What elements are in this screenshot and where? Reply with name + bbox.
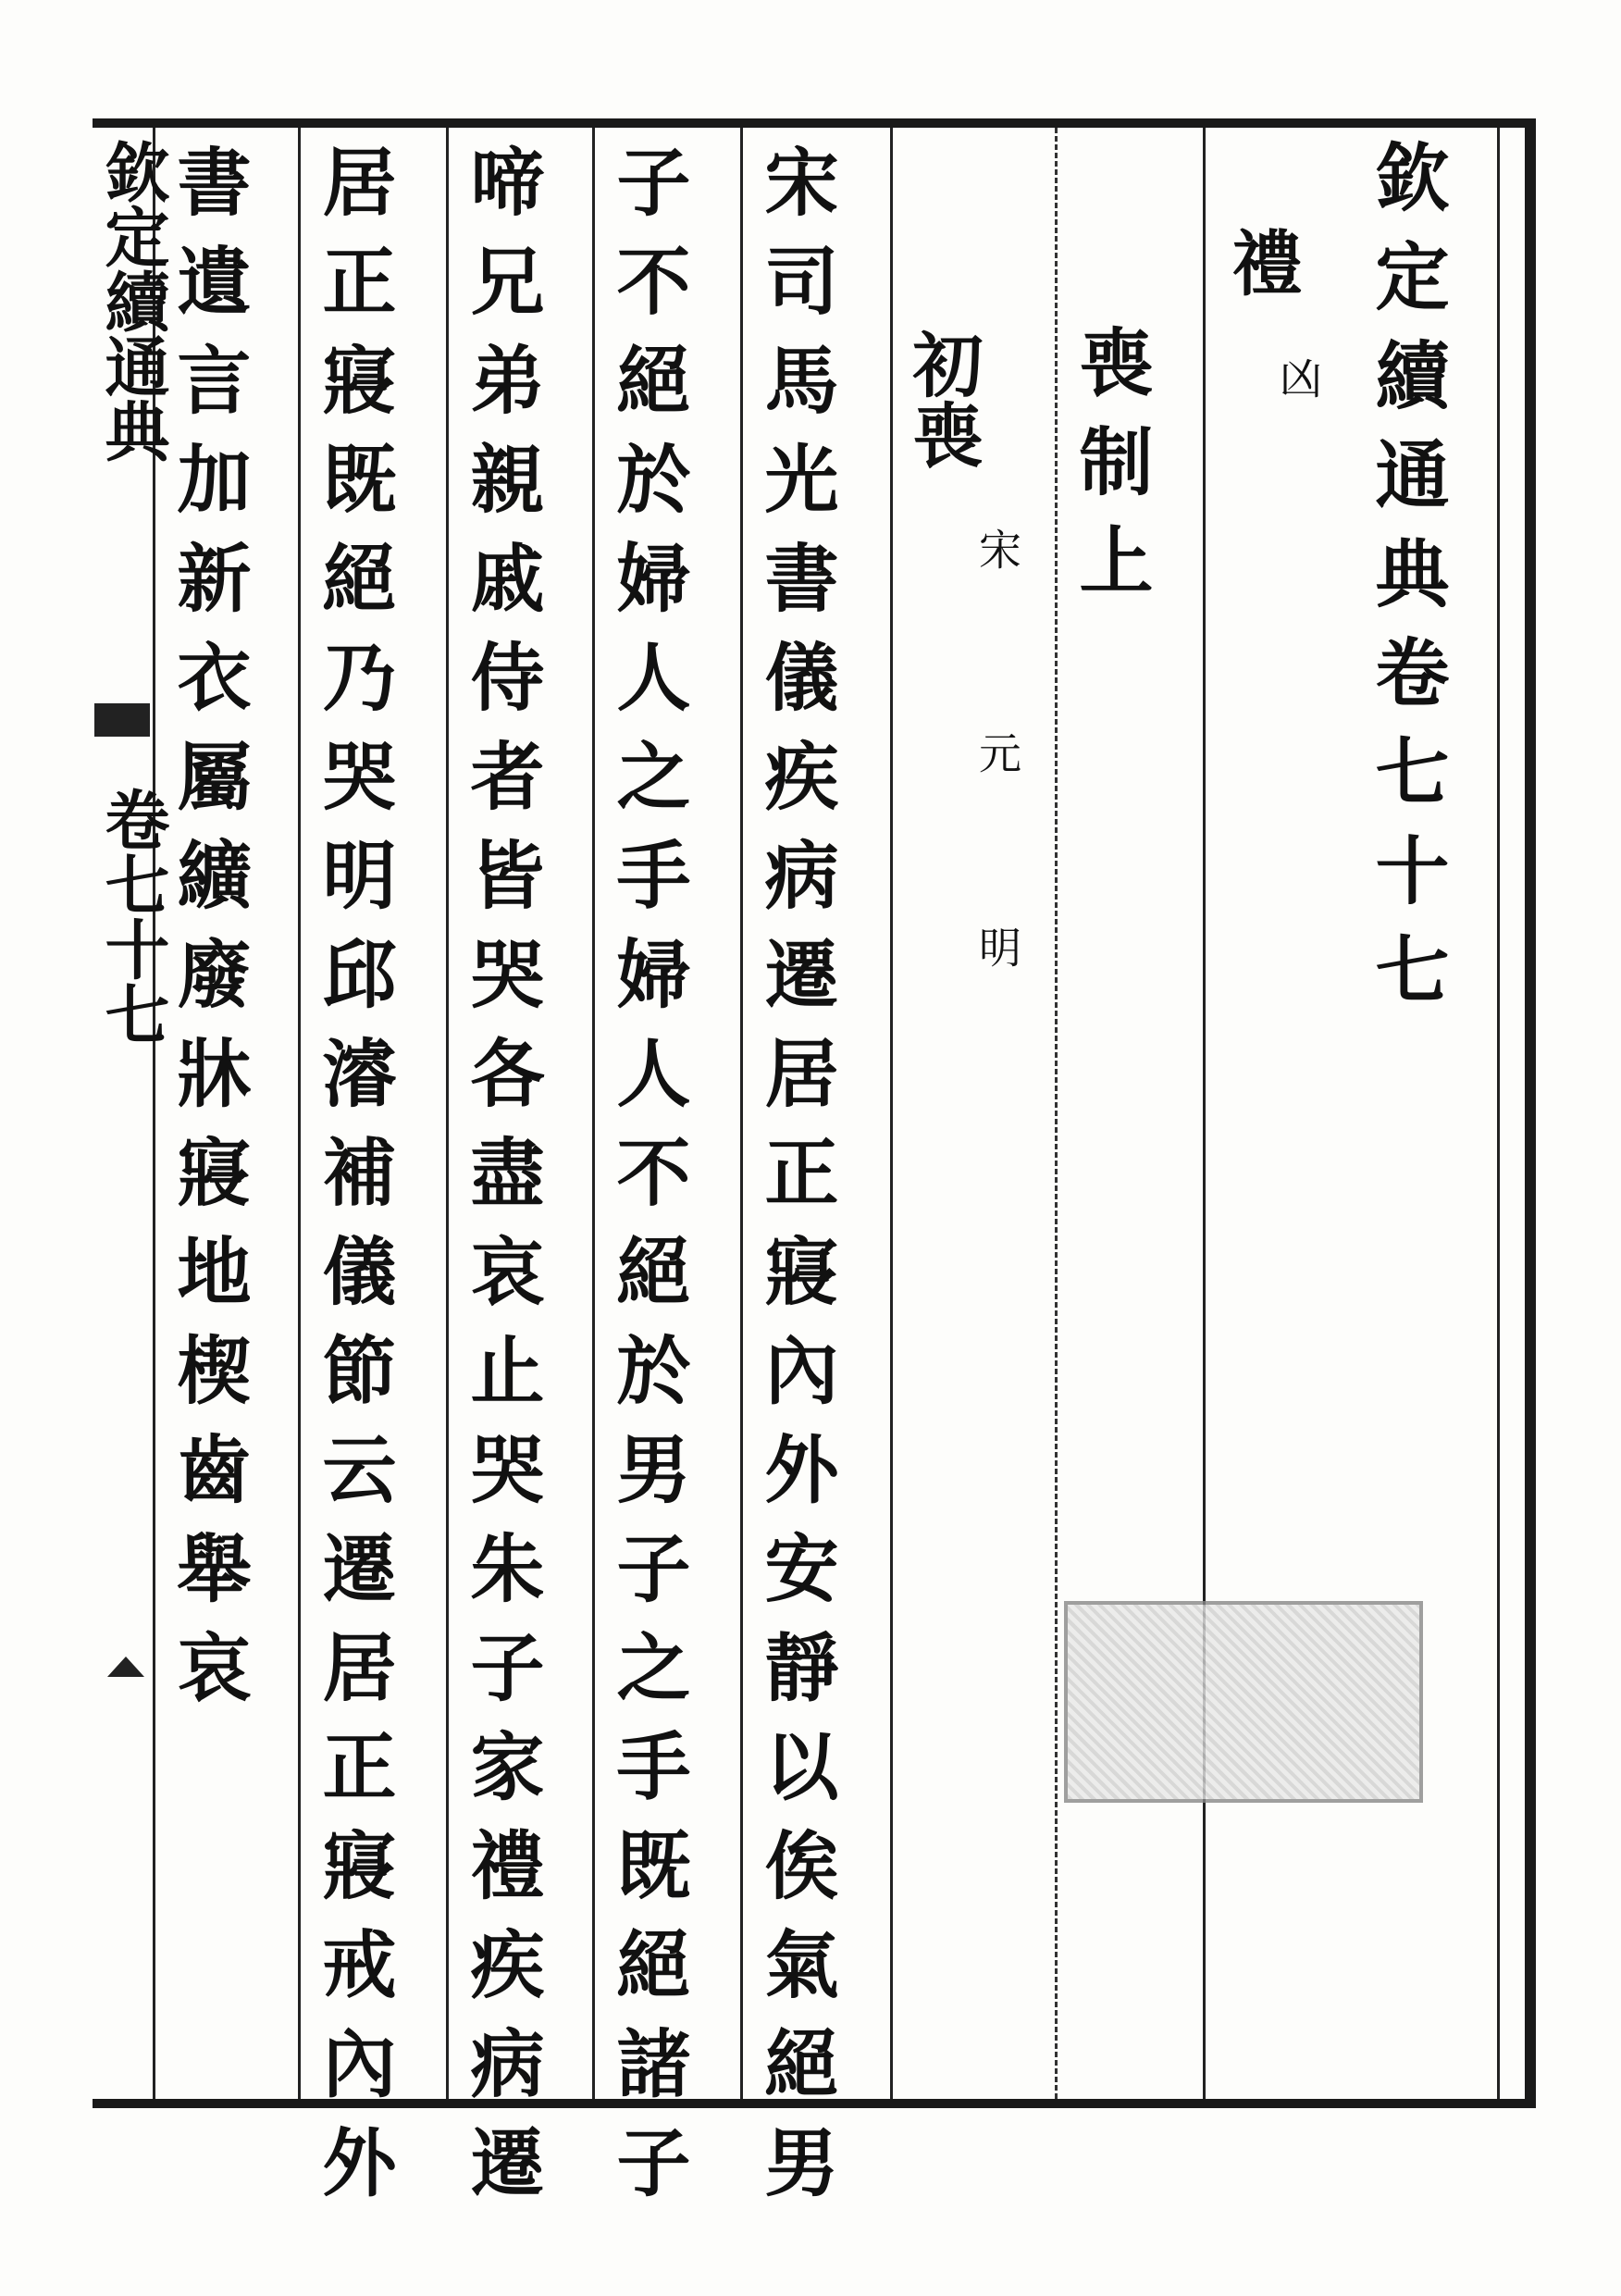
body-column: 居正寢既絕乃哭明邱濬補儀節云遷居正寢戒內外 — [310, 143, 397, 2223]
book-title: 欽定續通典卷七十七 — [1363, 139, 1450, 1030]
column-rule — [740, 128, 743, 2099]
margin-label-volume: 卷七十七 — [94, 787, 171, 1046]
dynasty-song: 宋 — [972, 527, 1022, 570]
dynasty-yuan: 元 — [972, 731, 1022, 774]
subsection-title: 初喪 — [901, 329, 984, 469]
column-rule — [592, 128, 595, 2099]
seal-stamp — [1064, 1601, 1423, 1803]
column-rule — [298, 128, 301, 2099]
body-column: 啼兄弟親戚侍者皆哭各盡哀止哭朱子家禮疾病遷 — [458, 143, 545, 2223]
body-column: 宋司馬光書儀疾病遷居正寢內外安靜以俟氣絕男 — [752, 143, 839, 2223]
fish-tail-mark — [107, 1657, 144, 1677]
column-rule — [1497, 128, 1500, 2099]
fish-tail-mark — [94, 703, 150, 737]
category-sub: 凶 — [1273, 356, 1323, 399]
column-rule — [446, 128, 449, 2099]
column-rule — [1055, 128, 1058, 2099]
body-column: 書遺言加新衣屬纊廢牀寢地楔齒舉哀 — [165, 143, 252, 1728]
dynasty-ming: 明 — [972, 925, 1022, 968]
column-rule — [890, 128, 893, 2099]
section-title: 喪制上 — [1067, 324, 1154, 621]
category-main: 禮 — [1220, 227, 1303, 297]
margin-label: 欽定續通典 — [94, 139, 171, 463]
body-column: 子不絕於婦人之手婦人不絕於男子之手既絕諸子 — [604, 143, 691, 2223]
column-rule — [1203, 128, 1206, 2099]
